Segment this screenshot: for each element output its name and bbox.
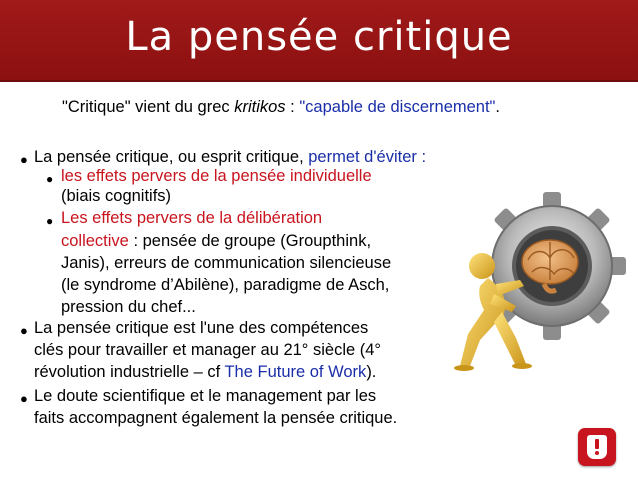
bullet-dot: ●: [20, 323, 28, 338]
intro-sep: :: [285, 98, 300, 116]
bullet-dot: ●: [20, 152, 28, 167]
bullet-2-line-3-a: révolution industrielle – cf: [34, 363, 225, 381]
slide-title: La pensée critique: [125, 14, 513, 60]
sub-bullet-2-line-2-red: collective: [61, 232, 129, 250]
sub-bullet-2-line-2: [61, 232, 371, 251]
sub-bullet-2-line-2-rest: : pensée de groupe (Groupthink,: [128, 232, 372, 250]
bullet-3-line-1: Le doute scientifique et le management par les: [34, 387, 377, 405]
bullet-1-text: [34, 148, 426, 167]
bullet-2-line-3: [34, 363, 376, 382]
exclamation-badge-icon: [578, 428, 616, 466]
intro-pre: "Critique" vient du grec: [62, 98, 235, 116]
sub-bullet-2-line-1: Les effets pervers de la délibération: [61, 209, 323, 227]
sub-bullet-1-line-2: (biais cognitifs): [61, 187, 172, 205]
intro-line: [62, 98, 500, 117]
intro-word: kritikos: [234, 98, 286, 116]
intro-end: .: [495, 98, 501, 116]
intro-quote: "capable de discernement": [299, 98, 496, 116]
bullet-3-line-2: faits accompagnent également la pensée critique.: [34, 409, 398, 427]
bullet-2-line-2: clés pour travailler et manager au 21° siècle (4°: [34, 341, 382, 359]
sub-bullet-dot: ●: [46, 172, 54, 186]
bullet-2-line-1: La pensée critique est l'une des compétences: [34, 319, 369, 337]
sub-bullet-2-line-5: pression du chef...: [61, 298, 196, 316]
bullet-dot: ●: [20, 391, 28, 406]
sub-bullet-1-line-1: les effets pervers de la pensée individuelle: [61, 167, 372, 185]
sub-bullet-dot: ●: [46, 214, 54, 228]
figure-pushing-brain-gear-icon: [440, 188, 630, 378]
bullet-2-line-3-b: ).: [366, 363, 377, 381]
title-bar: [0, 0, 638, 82]
future-of-work-link[interactable]: The Future of Work: [224, 363, 367, 381]
sub-bullet-2-line-4: (le syndrome d’Abilène), paradigme de Asch,: [61, 276, 390, 294]
sub-bullet-2-line-3: Janis), erreurs de communication silencieuse: [61, 254, 392, 272]
bullet-1-text-b: permet d'éviter :: [308, 148, 427, 166]
bullet-1-text-a: La pensée critique, ou esprit critique,: [34, 148, 309, 166]
